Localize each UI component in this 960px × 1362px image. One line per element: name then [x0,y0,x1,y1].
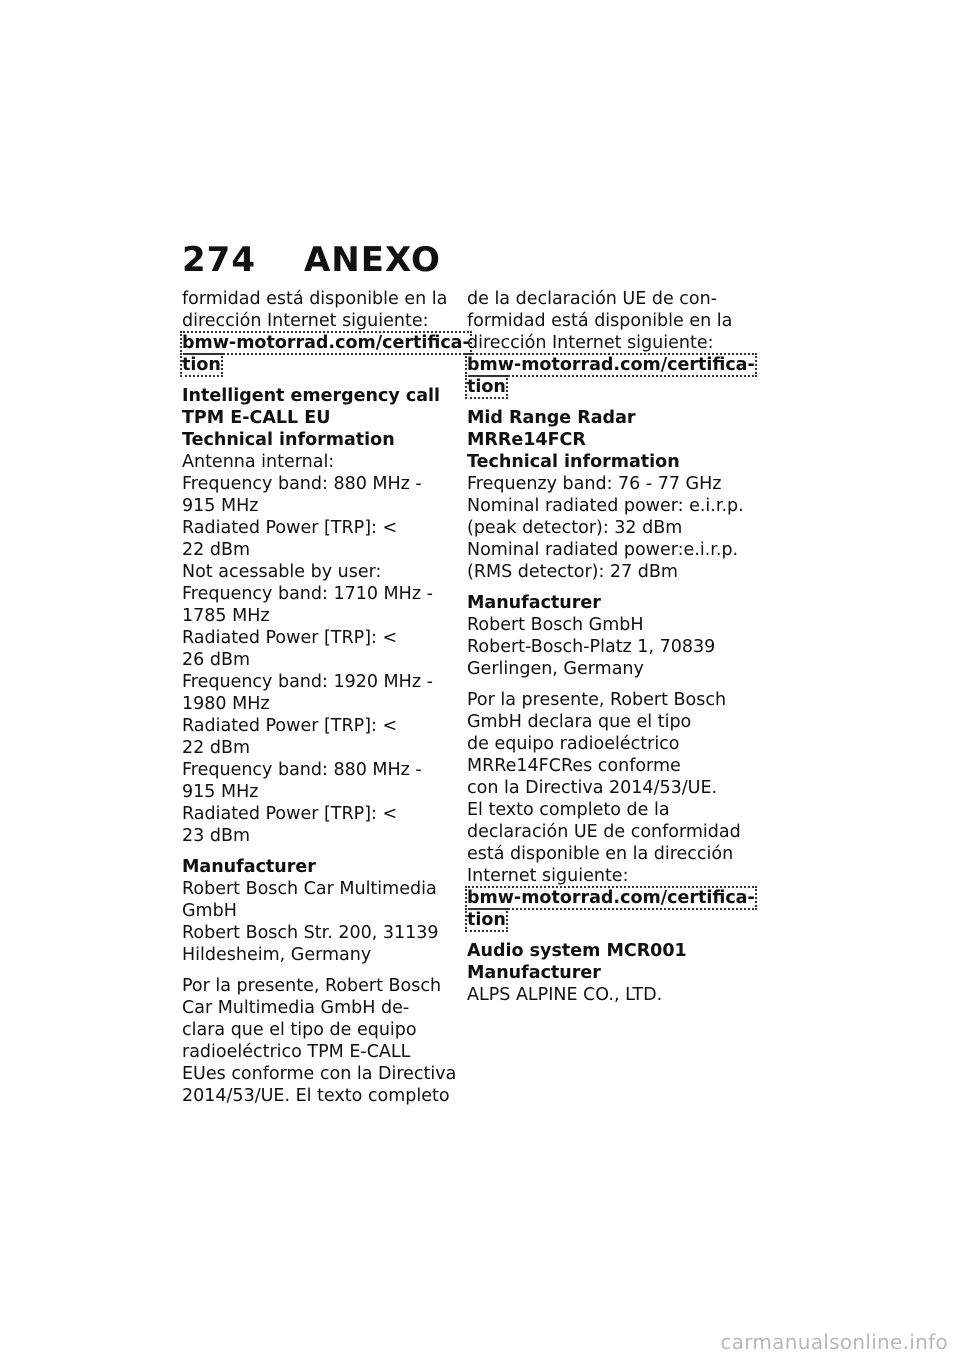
page-header [182,238,441,282]
declaration-line: Por la presente, Robert Bosch [467,690,727,710]
manufacturer-heading: Manufacturer [467,963,601,983]
section-heading: Mid Range Radar [467,408,636,428]
section-heading: TPM E-CALL EU [182,408,331,428]
manufacturer-line: Hildesheim, Germany [182,945,372,965]
manufacturer-heading: Manufacturer [182,857,316,877]
link-text[interactable]: bmw-motorrad.com/certifica- [182,333,470,353]
spec-line: Frequenzy band: 76 - 77 GHz [467,474,722,494]
spec-line: Frequency band: 1710 MHz - [182,584,433,604]
manufacturer-line: Robert Bosch Car Multimedia [182,879,437,899]
spec-line: Radiated Power [TRP]: < [182,628,398,648]
manufacturer-line: Robert Bosch GmbH [467,615,644,635]
link-text[interactable]: bmw-motorrad.com/certifica- [467,355,755,375]
spec-line: Radiated Power [TRP]: < [182,804,398,824]
text-line: formidad está disponible en la [467,311,733,331]
subheading: Technical information [182,430,395,450]
left-column [182,288,470,1107]
declaration-line: Car Multimedia GmbH de- [182,998,410,1018]
declaration-line: Por la presente, Robert Bosch [182,976,442,996]
declaration-line: GmbH declara que el tipo [467,712,692,732]
link-text[interactable]: tion [182,355,221,375]
watermark: carmanualsonline.info [720,1330,948,1354]
text-line: dirección Internet siguiente: [467,333,714,353]
spec-line: Nominal radiated power:e.i.r.p. [467,540,739,560]
declaration-line: EUes conforme con la Directiva [182,1064,457,1084]
declaration-line: de equipo radioeléctrico [467,734,680,754]
declaration-line: 2014/53/UE. El texto completo [182,1086,450,1106]
spec-line: Frequency band: 1920 MHz - [182,672,433,692]
manufacturer-line: Robert Bosch Str. 200, 31139 [182,923,439,943]
spec-line: Radiated Power [TRP]: < [182,716,398,736]
text-line: de la declaración UE de con- [467,289,718,309]
manufacturer-line: Gerlingen, Germany [467,659,644,679]
declaration-line: clara que el tipo de equipo [182,1020,417,1040]
link-text[interactable]: bmw-motorrad.com/certifica- [467,888,755,908]
link-text[interactable]: tion [467,910,506,930]
section-title: ANEXO [303,240,441,280]
spec-line: 1785 MHz [182,606,270,626]
text-line: formidad está disponible en la [182,289,448,309]
spec-line: 915 MHz [182,496,259,516]
declaration-line: radioeléctrico TPM E-CALL [182,1042,411,1062]
section-heading: Intelligent emergency call [182,386,441,406]
spec-line: 22 dBm [182,540,250,560]
certification-link-continued[interactable] [467,909,739,931]
text-line: dirección Internet siguiente: [182,311,429,331]
declaration-line: Internet siguiente: [467,866,629,886]
subheading: Technical information [467,452,680,472]
spec-line: Frequency band: 880 MHz - [182,760,422,780]
page-number: 274 [182,240,256,280]
certification-link[interactable] [182,332,470,354]
section-heading: MRRe14FCR [467,430,586,450]
declaration-line: está disponible en la dirección [467,844,734,864]
link-text[interactable]: tion [467,377,506,397]
spec-line: Radiated Power [TRP]: < [182,518,398,538]
spec-line: Nominal radiated power: e.i.r.p. [467,496,744,516]
certification-link-continued[interactable] [182,354,454,376]
declaration-line: con la Directiva 2014/53/UE. [467,778,718,798]
declaration-line: declaración UE de conformidad [467,822,741,842]
manufacturer-heading: Manufacturer [467,593,601,613]
spec-line: (peak detector): 32 dBm [467,518,683,538]
spec-line: Antenna internal: [182,452,335,472]
spec-line: 26 dBm [182,650,250,670]
section-heading: Audio system MCR001 [467,941,687,961]
manufacturer-line: GmbH [182,901,237,921]
spec-line: 1980 MHz [182,694,270,714]
declaration-line: El texto completo de la [467,800,670,820]
certification-link[interactable] [467,354,755,376]
spec-line: Not acessable by user: [182,562,382,582]
spec-line: Frequency band: 880 MHz - [182,474,422,494]
spec-line: (RMS detector): 27 dBm [467,562,678,582]
right-column [467,288,755,1006]
spec-line: 22 dBm [182,738,250,758]
manufacturer-line: Robert-Bosch-Platz 1, 70839 [467,637,716,657]
spec-line: 23 dBm [182,826,250,846]
declaration-line: MRRe14FCRes conforme [467,756,681,776]
manufacturer-line: ALPS ALPINE CO., LTD. [467,985,663,1005]
certification-link-continued[interactable] [467,376,739,398]
certification-link[interactable] [467,887,755,909]
spec-line: 915 MHz [182,782,259,802]
